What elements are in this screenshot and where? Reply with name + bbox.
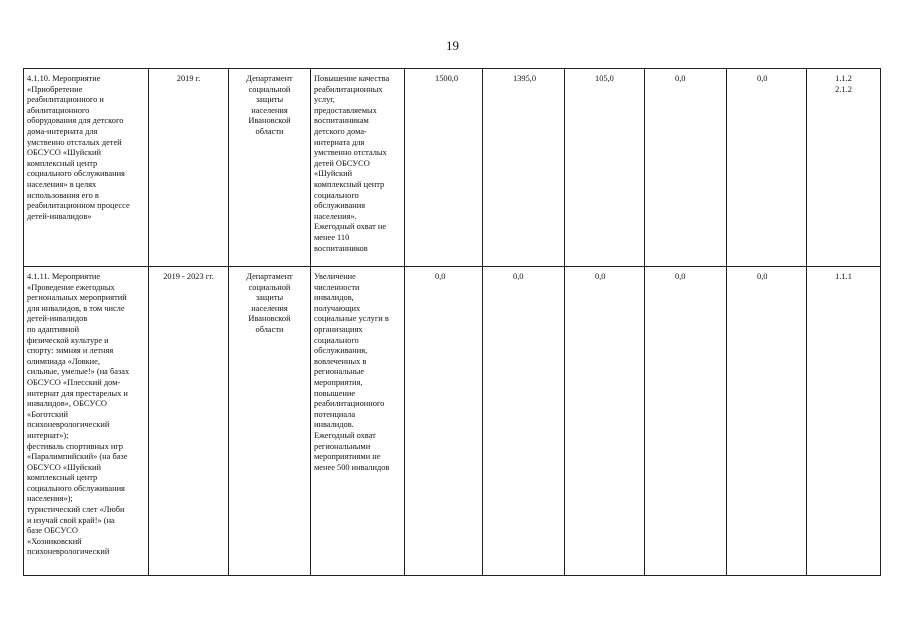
event-cell: [24, 267, 149, 576]
event-text: 4.1.10. Мероприятие «Приобретение реабилитационного и абилитационного оборудования для детского дома-интерната для умственно отсталых детей ОБСУСО «Шуйский комплексный центр социального обслуживания населения» в целях использования его в реабилитационном процессе детей-инвалидов»: [27, 74, 130, 221]
program-table: [23, 68, 881, 576]
event-cell: [24, 69, 149, 267]
table-row: [24, 69, 881, 267]
value-cell-5: 0,0: [727, 69, 807, 267]
value-cell-4: 0,0: [645, 69, 727, 267]
period-cell: 2019 - 2023 гг.: [149, 267, 229, 576]
result-text: Повышение качества реабилитационных услуг, предоставляемых воспитанникам детского дома- интерната для умственно отсталых детей ОБСУСО «Шуйский комплексный центр социального обслуживания населения». Ежегодный охват не менее 110 воспитанников: [314, 74, 390, 253]
value-cell-4: 0,0: [645, 267, 727, 576]
period-cell: 2019 г.: [149, 69, 229, 267]
result-cell: [311, 267, 405, 576]
value-cell-5: 0,0: [727, 267, 807, 576]
table-row: [24, 267, 881, 576]
executor-cell: Департамент социальной защиты населения Ивановской области: [229, 69, 311, 267]
value-cell-2: 0,0: [483, 267, 565, 576]
indicator-code-cell: 1.1.1: [807, 267, 881, 576]
value-cell-1: 0,0: [405, 267, 483, 576]
value-cell-3: 105,0: [565, 69, 645, 267]
value-cell-2: 1395,0: [483, 69, 565, 267]
result-text: Увеличение численности инвалидов, получающих социальные услуги в организациях социального обслуживания, вовлеченных в региональные мероприятия, повышение реабилитационного потенциала инвалидов. Ежегодный охват региональными мероприятиями не менее 500 инвалидов: [314, 272, 390, 472]
indicator-code-cell: 1.1.2 2.1.2: [807, 69, 881, 267]
value-cell-1: 1500,0: [405, 69, 483, 267]
result-cell: [311, 69, 405, 267]
value-cell-3: 0,0: [565, 267, 645, 576]
event-text: 4.1.11. Мероприятие «Проведение ежегодных региональных мероприятий для инвалидов, в том числе детей-инвалидов по адаптивной физической культуре и спорту: зимняя и летняя олимпиада «Ловкие, сильные, умелые!» (на базах ОБСУСО «Плесский дом- интернат для престарелых и инвалидов», ОБСУСО «Боготский психоневрологический интернат»); фестиваль спортивных игр «Паралимпийский» (на базе ОБСУСО «Шуйский комплексный центр социального обслуживания населения»); туристический слет «Люби и изучай свой край!» (на базе ОБСУСО «Хозниковский психоневрологический: [27, 272, 130, 557]
page-number: 19: [446, 38, 459, 53]
executor-cell: Департамент социальной защиты населения Ивановской области: [229, 267, 311, 576]
